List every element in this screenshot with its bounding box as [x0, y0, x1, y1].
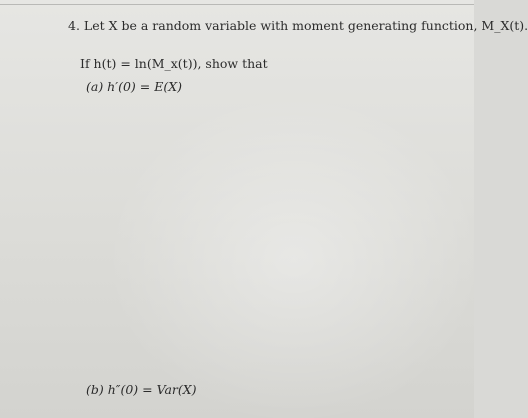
- page-top-edge: [0, 4, 474, 5]
- question-given: If h(t) = ln(M_x(t)), show that: [80, 56, 268, 71]
- question-intro: 4. Let X be a random variable with moment generating function, M_X(t).: [68, 18, 528, 33]
- question-part-a: (a) h′(0) = E(X): [86, 79, 182, 94]
- question-part-b: (b) h″(0) = Var(X): [86, 382, 197, 397]
